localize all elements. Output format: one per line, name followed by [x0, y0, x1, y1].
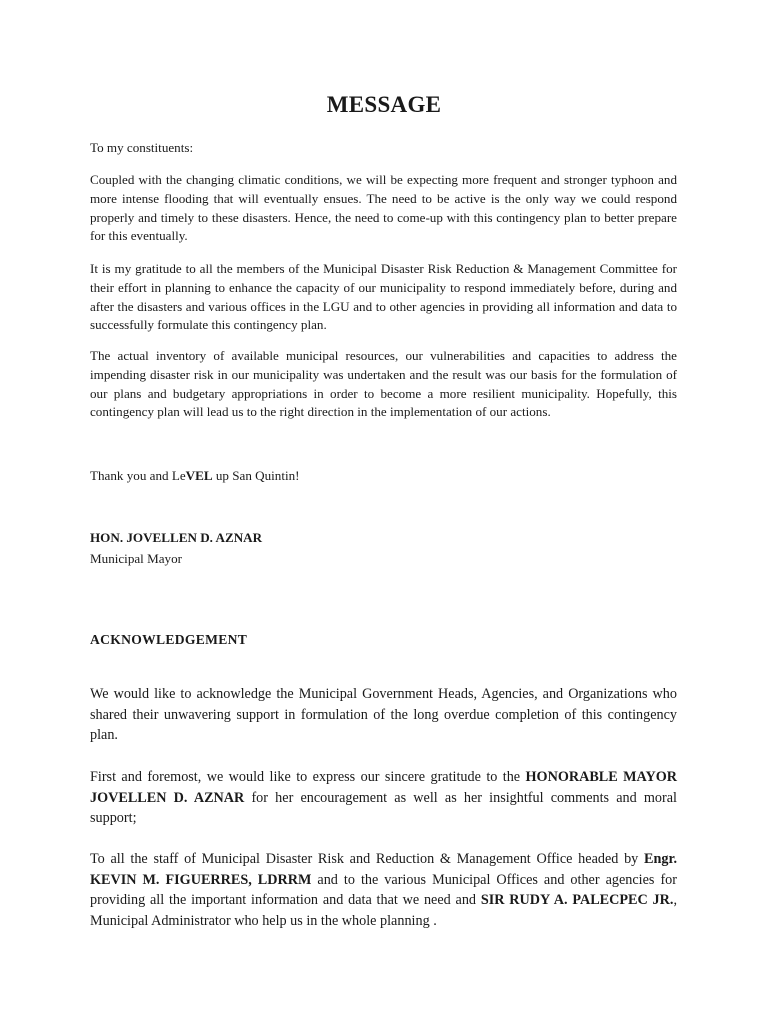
salutation: To my constituents: [90, 140, 194, 155]
ack-p2-mayor-name: HONORABLE MAYOR JOVELLEN D. AZNAR [90, 769, 677, 806]
acknowledgement-heading: ACKNOWLEDGEMENT [90, 632, 248, 647]
ack-p2-text-end: for her encouragement as well as her insightful comments and moral support; [90, 789, 677, 827]
acknowledgement-paragraph-1: We would like to acknowledge the Municipal Government Heads, Agencies, and Organizations who shared their unwavering support in formulation of the long overdue completion of this contingency plan. [90, 686, 677, 744]
message-paragraph-3: The actual inventory of available municipal resources, our vulnerabilities and capacities to address the impending disaster risk in our municipality was undertaken and the result was our basis for the formulation of our plans and budgetary appropriations in order to become a more resilient municipality. Hopefully, this contingency plan will lead us to the right direction in the implementation of our actions. [90, 348, 677, 420]
ack-p3-ldrrm-name: Engr. KEVIN M. FIGUERRES, LDRRM [90, 851, 677, 888]
ack-p3-text-3: , Municipal Administrator who help us in the whole planning . [90, 892, 677, 929]
ack-p3-text-1: To all the staff of Municipal Disaster Risk and Reduction & Management Office headed by [90, 851, 644, 867]
signatory-name: HON. JOVELLEN D. AZNAR [90, 530, 263, 545]
acknowledgement-paragraph-3 [90, 849, 677, 931]
closing-line [90, 467, 677, 486]
message-title: MESSAGE [326, 92, 442, 117]
closing-text: Thank you and Le [90, 468, 186, 483]
ack-p3-administrator-name: SIR RUDY A. PALECPEC JR. [480, 892, 674, 909]
ack-p3-text-2: and to the various Municipal Offices and other agencies for providing all the important information and data that we need and [90, 871, 677, 909]
ack-p2-text: First and foremost, we would like to express our sincere gratitude to the [90, 769, 526, 785]
message-paragraph-2: It is my gratitude to all the members of the Municipal Disaster Risk Reduction & Management Committee for their effort in planning to enhance the capacity of our municipality to respond immediately before, during and after the disasters and various offices in the LGU and to other agencies in providing all information and data to successfully formulate this contingency plan. [90, 261, 677, 333]
closing-emphasis: VEL [185, 468, 213, 483]
closing-text-end: up San Quintin! [212, 468, 300, 483]
acknowledgement-paragraph-2 [90, 767, 677, 829]
message-paragraph-1: Coupled with the changing climatic conditions, we will be expecting more frequent and stronger typhoon and more intense flooding that will eventually ensues. The need to be active is the only way we could respond properly and timely to these disasters. Hence, the need to come-up with this contingency plan to better prepare for this eventually. [90, 172, 677, 244]
signatory-title: Municipal Mayor [90, 551, 183, 566]
